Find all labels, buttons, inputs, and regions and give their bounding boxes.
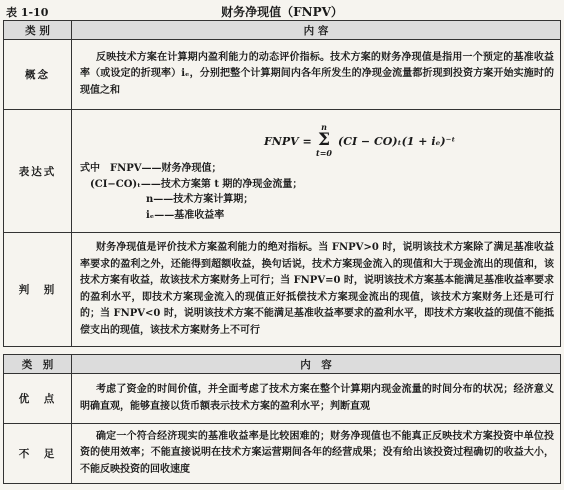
table1-header-row — [4, 21, 561, 40]
summation — [316, 123, 332, 158]
definition-fnpv: 式中 FNPV——财务净现值； — [80, 163, 222, 174]
cons-row — [4, 424, 561, 484]
fnpv-formula — [80, 122, 554, 158]
table-title: 财务净现值（FNPV） — [221, 5, 343, 19]
formula-lhs: FNPV = — [264, 135, 312, 148]
judgment-text: 财务净现值是评价技术方案盈利能力的绝对指标。当 FNPV>0 时，说明该技术方案除了满足基准收益率要求的盈利之外，还能得到超额收益，换句话说，技术方案现金流入的现值和大于现金流出的现值和，该技术方案有收益，故该技术方案财务上可行；当 FNPV=0 时，说明该技术方案基本能满足基准收益率要求的盈利水平，即技术方案现金流入的现值正好抵偿技术方案现金流出的现值，该技术方案财务上还是可行的；当 FNPV<0 时，说明该技术方案不能满足基准收益率要求的盈利水平，即技术方案收益的现值不能抵偿支出的现值，该技术方案财务上不可行 — [72, 233, 561, 347]
expression-row — [4, 110, 561, 233]
definition-period: n——技术方案计算期； — [146, 194, 254, 205]
concept-label: 概念 — [4, 40, 72, 110]
judgment-label: 判 别 — [4, 233, 72, 347]
formula-definitions — [80, 161, 554, 223]
expression-content — [72, 110, 561, 233]
concept-row — [4, 40, 561, 110]
category-header-2: 类 别 — [4, 355, 72, 374]
content-header-2: 内 容 — [72, 355, 561, 374]
concept-text: 反映技术方案在计算期内盈利能力的动态评价指标。技术方案的财务净现值是指用一个预定的基准收益率（或设定的折现率）iₑ，分别把整个计算期间内各年所发生的净现金流量都折现到投资方案开始实施时的现值之和 — [72, 40, 561, 110]
fnpv-evaluation-table — [3, 354, 561, 484]
sum-upper-limit: n — [321, 122, 327, 132]
fnpv-definition-table — [3, 20, 561, 347]
table2-header-row — [4, 355, 561, 374]
sigma-symbol: Σ — [317, 130, 330, 150]
table-number: 表 1-10 — [6, 6, 49, 19]
category-header: 类 别 — [4, 21, 72, 40]
expression-label: 表达式 — [4, 110, 72, 233]
sum-lower-limit: t=0 — [316, 148, 332, 158]
pros-label: 优 点 — [4, 374, 72, 424]
table-caption — [6, 2, 558, 18]
cons-text: 确定一个符合经济现实的基准收益率是比较困难的；财务净现值也不能真正反映技术方案投资中单位投资的使用效率；不能直接说明在技术方案运营期间各年的经营成果；没有给出该投资过程确切的收益大小，不能反映投资的回收速度 — [72, 424, 561, 484]
pros-text: 考虑了资金的时间价值，并全面考虑了技术方案在整个计算期内现金流量的时间分布的状况；经济意义明确直观，能够直接以货币额表示技术方案的盈利水平；判断直观 — [72, 374, 561, 424]
content-header: 内 容 — [72, 21, 561, 40]
pros-row — [4, 374, 561, 424]
definition-cash-flow: (CI−CO)ₜ——技术方案第 t 期的净现金流量； — [90, 178, 303, 190]
cons-label: 不 足 — [4, 424, 72, 484]
formula-rhs: (CI − CO)ₜ(1 + iₑ)⁻ᵗ — [338, 135, 456, 148]
judgment-row — [4, 233, 561, 347]
definition-rate: iₑ——基准收益率 — [146, 209, 225, 221]
